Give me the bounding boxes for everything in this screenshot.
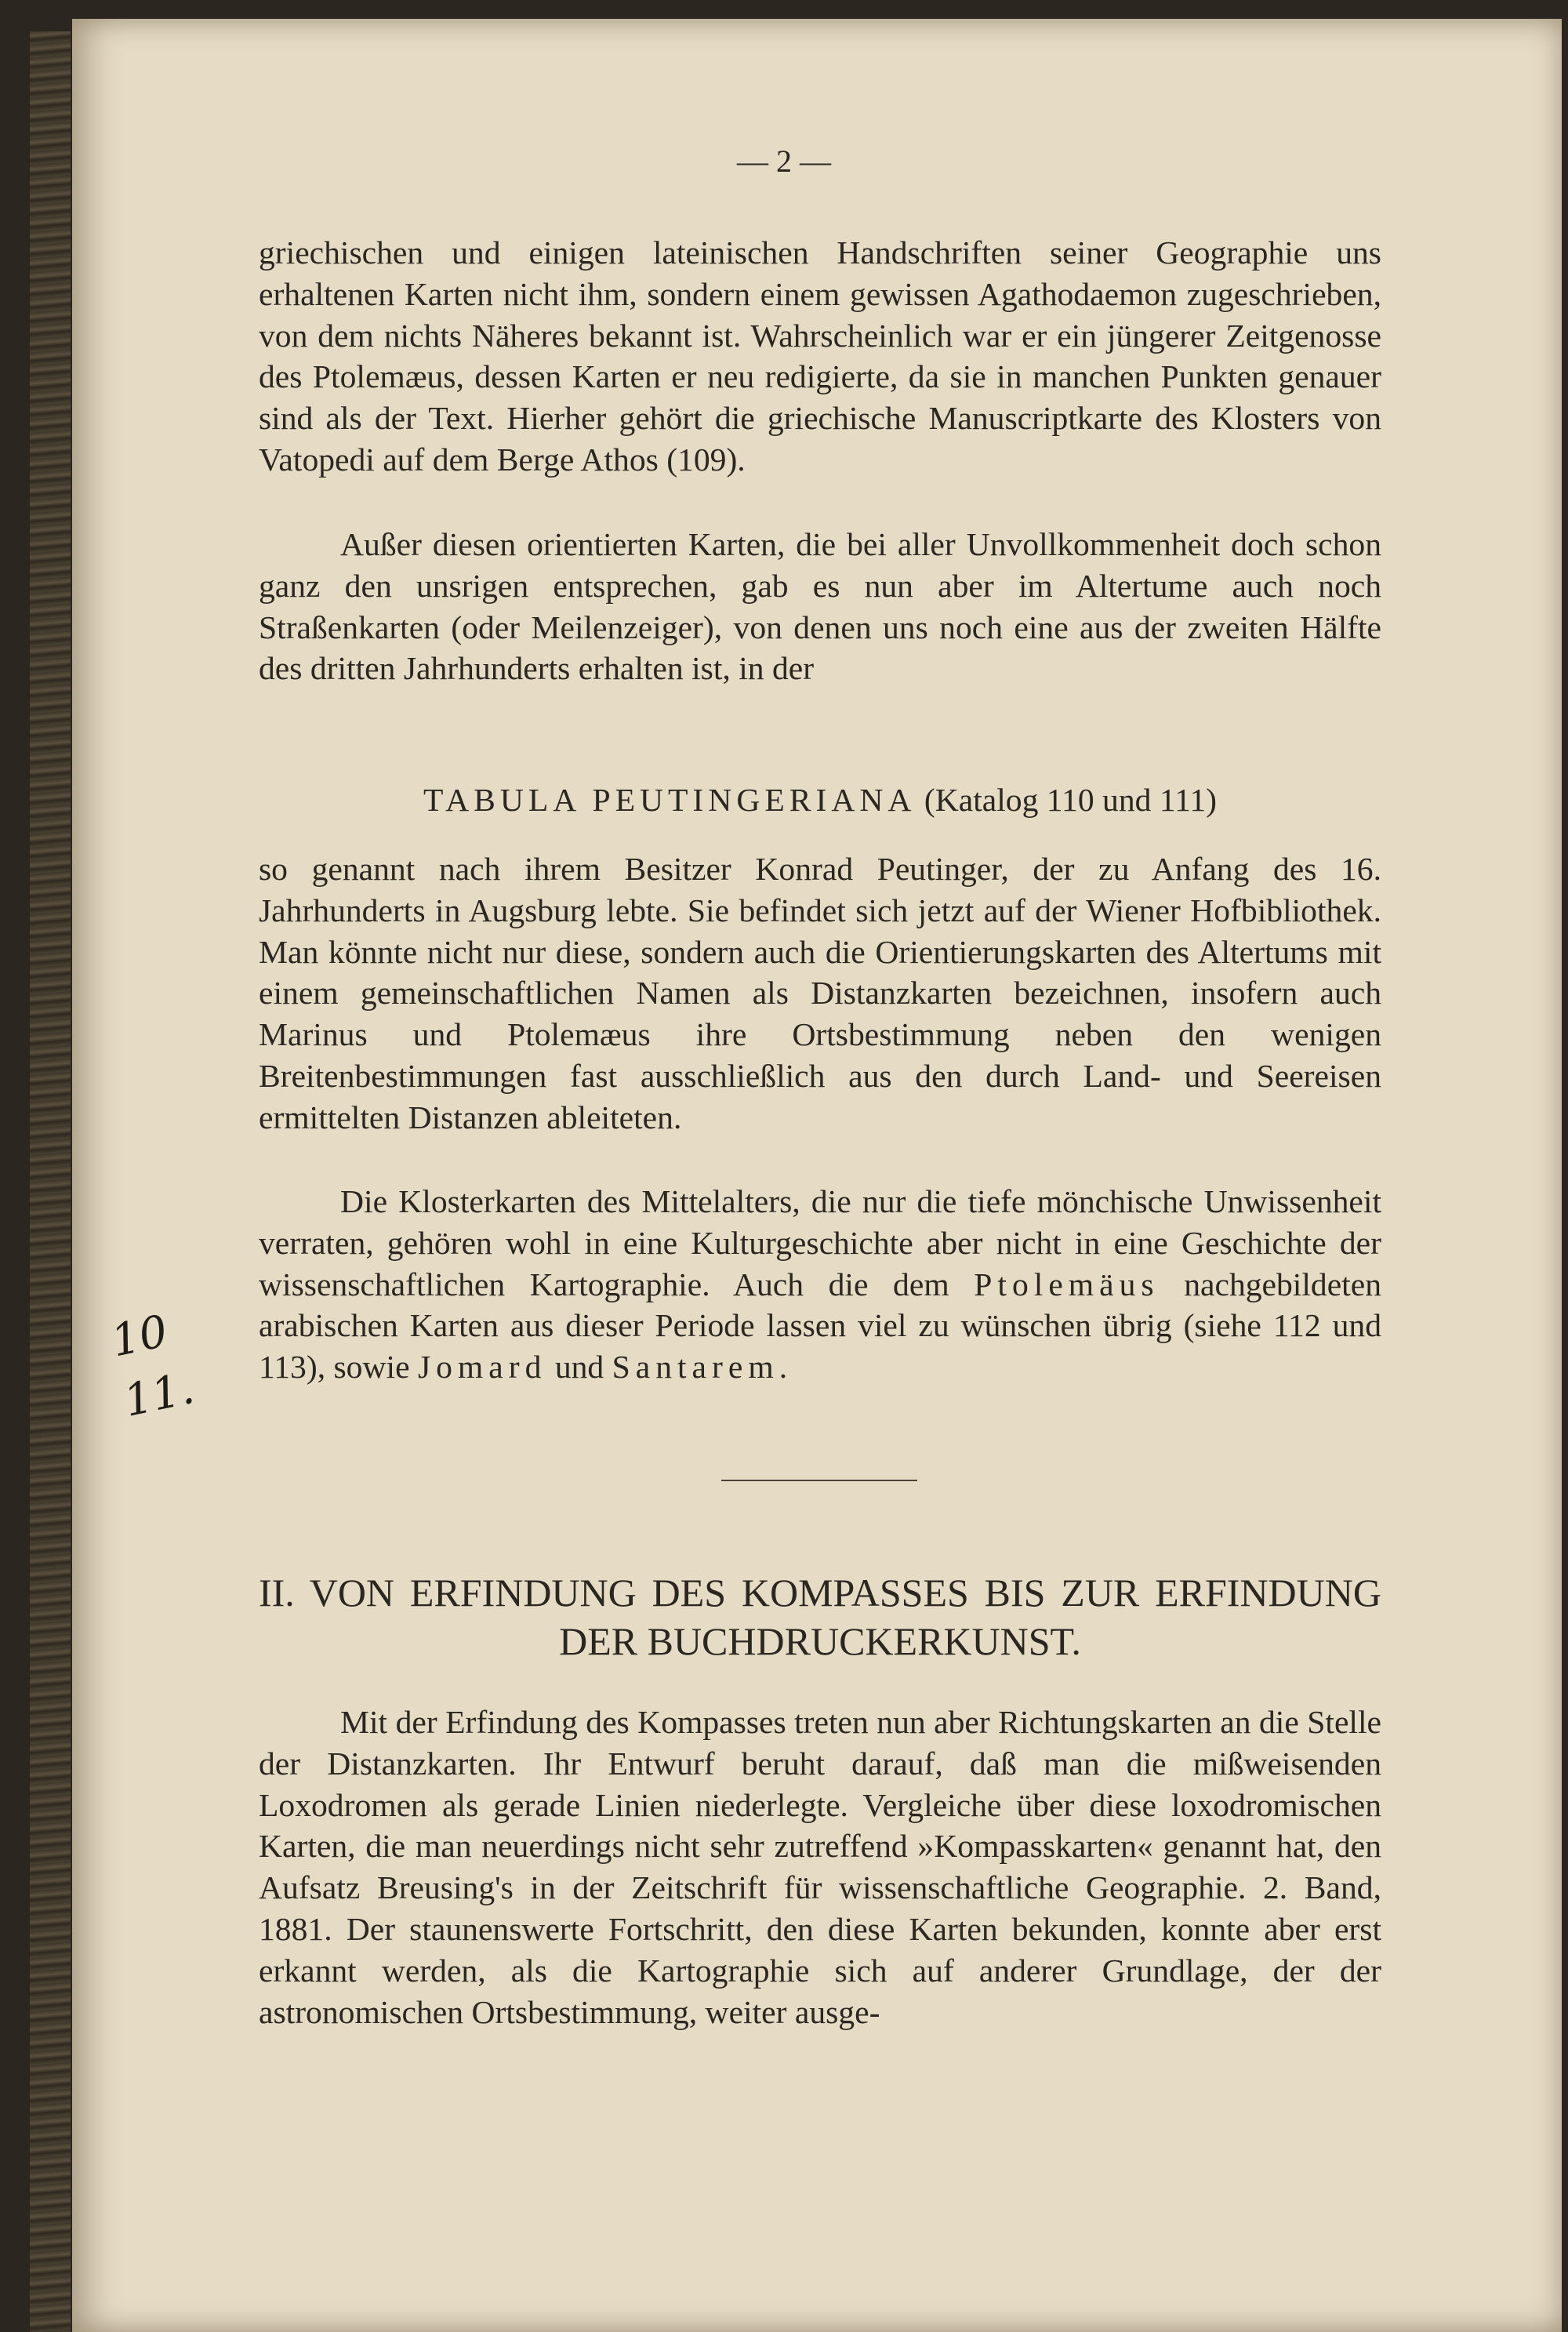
- paragraph-1-text: griechischen und einigen lateinischen Handschriften seiner Geographie uns erhaltenen Karten nicht ihm, sondern einem gewissen Agathodaemon zugeschrieben, von dem nichts Näheres bekannt ist. Wahrscheinlich war er ein jüngerer Zeitgenosse des Ptolemæus, dessen Karten er neu redigierte, da sie in manchen Punkten genauer sind als der Text. Hierher gehört die griechische Manuscriptkarte des Klosters von Vatopedi auf dem Berge Athos (109).: [259, 234, 1381, 478]
- paragraph-1: [259, 232, 1381, 481]
- margin-note-line-1: 10: [107, 1306, 172, 1368]
- paragraph-4-part-1: Die Klosterkarten des Mittelalters, die nur die tiefe mönchische Unwissenheit verraten, gehören wohl in eine Kulturgeschichte aber nicht in eine Geschichte der wissenschaftlichen Kartographie. Auch die dem: [259, 1183, 1381, 1302]
- name-ptolemaeus: Ptolemäus: [974, 1266, 1160, 1302]
- tabula-reference: (Katalog 110 und 111): [924, 782, 1217, 818]
- book-spine: [30, 31, 71, 2332]
- paragraph-4-part-3: und: [554, 1349, 604, 1386]
- name-santarem: Santarem: [612, 1349, 779, 1386]
- paragraph-2: [259, 524, 1381, 689]
- paragraph-4-part-2: nachgebildeten arabischen Karten aus dieser Periode lassen viel zu wünschen übrig (siehe 112 und 113), sowie: [259, 1266, 1381, 1386]
- paragraph-2-text: Außer diesen orientierten Karten, die bei aller Unvollkommenheit doch schon ganz den unsrigen entsprechen, gab es nun aber im Altertume auch noch Straßenkarten (oder Meilenzeiger), von denen uns noch eine aus der zweiten Hälfte des dritten Jahrhunderts erhalten ist, in der: [259, 526, 1381, 687]
- paragraph-5: [259, 1702, 1381, 2032]
- paragraph-3-text: so genannt nach ihrem Besitzer Konrad Peutinger, der zu Anfang des 16. Jahrhunderts in Augsburg lebte. Sie befindet sich jetzt auf der Wiener Hofbibliothek. Man könnte nicht nur diese, sondern auch die Orientierungskarten des Altertums mit einem gemeinschaftlichen Namen als Distanzkarten bezeichnen, insofern auch Marinus und Ptolemæus ihre Ortsbestimmung neben den wenigen Breitenbestimmungen fast ausschließlich aus den durch Land- und Seereisen ermittelten Distanzen ableiteten.: [259, 851, 1381, 1135]
- paragraph-5-text: Mit der Erfindung des Kompasses treten nun aber Richtungskarten an die Stelle der Distanzkarten. Ihr Entwurf beruht darauf, daß man die mißweisenden Loxodromen als gerade Linien niederlegte. Vergleiche über diese loxodromischen Karten, die man neuerdings nicht sehr zutreffend »Kompasskarten« genannt hat, den Aufsatz Breusing's in der Zeitschrift für wissenschaftliche Geographie. 2. Band, 1881. Der staunenswerte Fortschritt, den diese Karten bekunden, konnte aber erst erkannt werden, als die Kartographie sich auf anderer Grundlage, der der astronomischen Ortsbestimmung, weiter ausge-: [259, 1704, 1381, 2030]
- paragraph-3: [259, 848, 1381, 1139]
- tabula-heading: [259, 781, 1381, 819]
- section-divider: [721, 1480, 917, 1481]
- paragraph-4-text: [259, 1181, 1381, 1388]
- page-number: — 2 —: [737, 143, 831, 179]
- paragraph-4-part-4: .: [779, 1349, 788, 1386]
- section-heading: II. VON ERFINDUNG DES KOMPASSES BIS ZUR ERFINDUNG DER BUCHDRUCKERKUNST.: [259, 1571, 1381, 1663]
- name-jomard: Jomard: [417, 1349, 547, 1386]
- paragraph-4: [259, 1181, 1381, 1388]
- margin-note-line-2: 11.: [119, 1362, 199, 1427]
- tabula-title: TABULA PEUTINGERIANA: [423, 782, 916, 818]
